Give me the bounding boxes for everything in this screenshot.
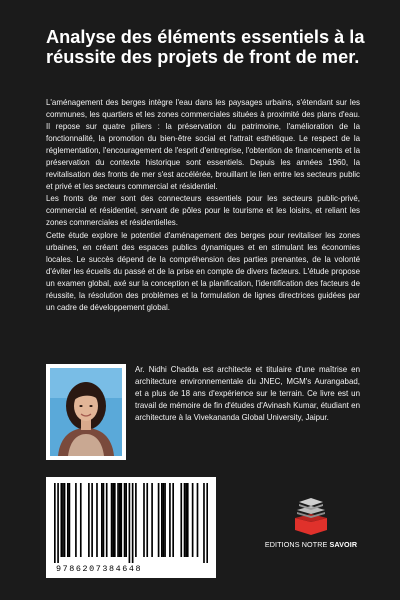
barcode-bars bbox=[54, 483, 208, 563]
blurb-paragraph: L'aménagement des berges intègre l'eau dans les paysages urbains, s'étendant sur les communes, les quartiers et les zones commerciales situées à proximité des plans d'eau. Il repose sur quatre piliers : la préservation du patrimoine, l'amélioration de la fonctionnalité, la promotion du bien-être social et l'attrait esthétique. Le respect de la réglementation, l'encouragement de l'esprit d'entreprise, l'obtention de financements et la préservation du contexte historique sont essentiels. Depuis les années 1960, la revitalisation des fronts de mer s'est accélérée, brouillant le lien entre les secteurs public et privé et les secteurs commercial et résidentiel. bbox=[46, 98, 360, 192]
barcode-bar bbox=[135, 483, 137, 557]
barcode-bar bbox=[158, 483, 160, 557]
barcode-bar bbox=[114, 483, 116, 557]
barcode-bar bbox=[169, 483, 171, 557]
barcode-bar bbox=[96, 483, 98, 557]
barcode-bar bbox=[60, 483, 62, 557]
barcode-bar bbox=[187, 483, 189, 557]
barcode-bar bbox=[54, 483, 56, 563]
barcode-bar bbox=[69, 483, 71, 557]
barcode-bar bbox=[120, 483, 122, 557]
barcode-bar bbox=[192, 483, 194, 557]
barcode-bar bbox=[206, 483, 208, 563]
author-section bbox=[46, 364, 360, 464]
barcode-bar bbox=[57, 483, 59, 563]
barcode-bar bbox=[143, 483, 145, 557]
barcode-bar bbox=[161, 483, 163, 557]
barcode-bar bbox=[117, 483, 119, 557]
author-photo-frame bbox=[46, 364, 126, 460]
isbn-barcode bbox=[46, 477, 216, 578]
barcode-bar bbox=[203, 483, 205, 563]
barcode-bar bbox=[88, 483, 90, 557]
blurb-paragraph: Les fronts de mer sont des connecteurs essentiels pour les secteurs public-privé, commercial et résidentiel, servant de pôles pour le tourisme et les loisirs, et reliant les zones commerciales et résidentielles. bbox=[46, 194, 360, 228]
barcode-bar bbox=[185, 483, 187, 557]
barcode-bar bbox=[106, 483, 108, 557]
barcode-number: 9786207384648 bbox=[56, 564, 143, 574]
barcode-bar bbox=[172, 483, 174, 557]
barcode-bar bbox=[197, 483, 199, 557]
barcode-bar bbox=[101, 483, 103, 557]
barcode-bar bbox=[75, 483, 77, 557]
barcode-bar bbox=[129, 483, 131, 563]
barcode-bar bbox=[163, 483, 165, 557]
barcode-bar bbox=[180, 483, 182, 557]
publisher-prefix: EDITIONS NOTRE bbox=[264, 540, 328, 549]
back-cover-blurb bbox=[46, 97, 360, 314]
author-bio: Ar. Nidhi Chadda est architecte et titulaire d'une maîtrise en architecture environnementale du JNEC, MGM's Aurangabad, et a plus de 18 ans d'expérience sur le terrain. Ce livre est un travail de mémoire de fin d'études d'Avinash Kumar, étudiant en architecture à la Vivekananda Global University, Jaipur. bbox=[135, 365, 360, 423]
barcode-bar bbox=[112, 483, 114, 557]
barcode-bar bbox=[164, 483, 166, 557]
barcode-bar bbox=[64, 483, 66, 557]
barcode-bar bbox=[132, 483, 134, 563]
stacked-books-icon bbox=[291, 492, 331, 536]
publisher-name bbox=[256, 540, 366, 549]
barcode-bar bbox=[67, 483, 69, 557]
publisher-logo bbox=[256, 492, 366, 562]
barcode-bar bbox=[146, 483, 148, 557]
barcode-bar bbox=[184, 483, 186, 557]
barcode-bar bbox=[91, 483, 93, 557]
book-title: Analyse des éléments essentiels à la réussite des projets de front de mer. bbox=[46, 27, 365, 67]
barcode-bar bbox=[80, 483, 82, 557]
barcode-bar bbox=[103, 483, 105, 557]
barcode-bar bbox=[125, 483, 127, 557]
author-portrait bbox=[50, 368, 122, 456]
blurb-paragraph: Cette étude explore le potentiel d'aménagement des berges pour revitaliser les zones urbaines, en créant des espaces publics dynamiques et en stimulant les économies locales. Le succès dépend de la compréhension des parties prenantes, de la volonté d'éviter les écueils du passé et de la prise en compte de divers facteurs. L'étude propose un examen global, axé sur la conception et la planification, l'identification des facteurs de réussite, la résolution des problèmes et la formulation de lignes directrices guidées par un cadre de développement global. bbox=[46, 230, 360, 312]
barcode-bar bbox=[151, 483, 153, 557]
barcode-bar bbox=[62, 483, 64, 557]
barcode-bar bbox=[111, 483, 113, 557]
barcode-bar bbox=[119, 483, 121, 557]
publisher-suffix: SAVOIR bbox=[329, 540, 358, 549]
barcode-bar bbox=[124, 483, 126, 557]
